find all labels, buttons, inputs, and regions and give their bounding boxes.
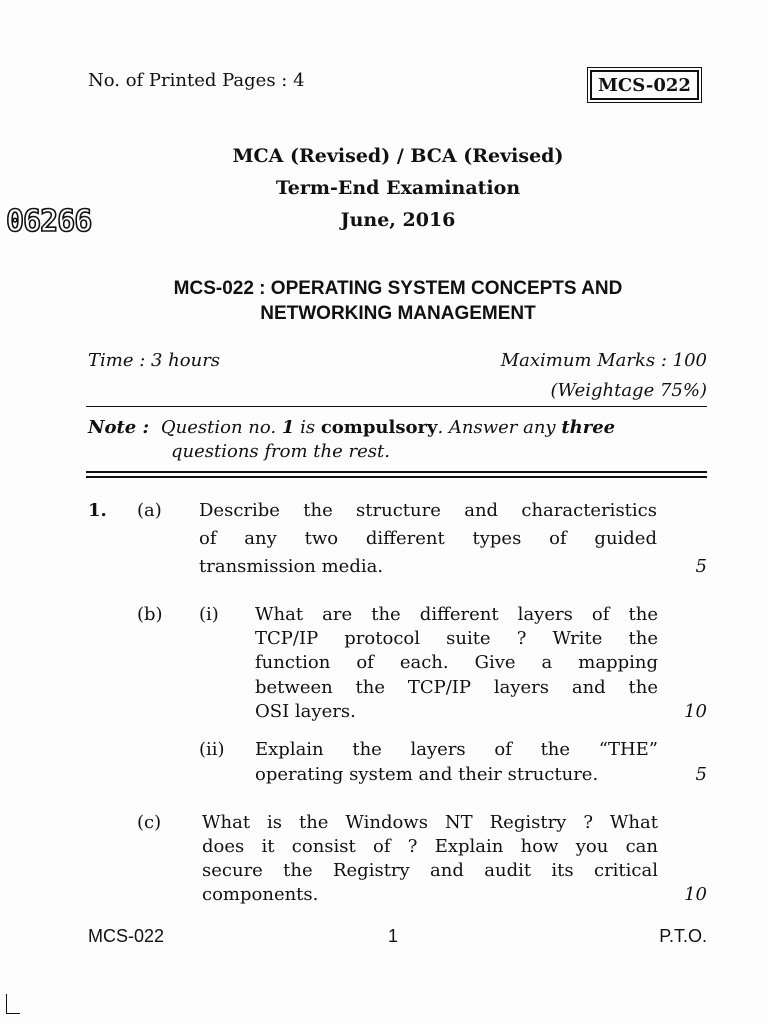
course-code-box: MCS-022 [590, 70, 699, 100]
part-b-ii-label: (ii) [199, 739, 225, 760]
part-a-line: Describe the structure and characteristics [199, 500, 657, 521]
divider-top [86, 406, 707, 407]
part-c-marks: 10 [684, 884, 707, 905]
part-c-line: components. [202, 884, 319, 905]
note-text: Question no. [160, 417, 277, 438]
part-c-label: (c) [137, 812, 162, 833]
note [88, 417, 708, 438]
part-b-i-line: TCP/IP protocol suite ? Write the [255, 628, 658, 649]
course-title-line1: MCS-022 : OPERATING SYSTEM CONCEPTS AND [173, 278, 623, 299]
footer-course-code: MCS-022 [88, 926, 165, 946]
part-a-marks: 5 [695, 556, 707, 577]
note-text: . Answer any [437, 417, 556, 438]
part-b-label: (b) [137, 604, 163, 625]
crop-mark-vertical [6, 994, 7, 1014]
weightage: (Weightage 75%) [550, 380, 707, 401]
program-title: MCA (Revised) / BCA (Revised) [232, 145, 564, 167]
exam-time: Time : 3 hours [88, 350, 221, 371]
note-line2: questions from the rest. [171, 441, 390, 462]
footer-pto: P.T.O. [659, 926, 707, 946]
part-c-line: secure the Registry and audit its critical [202, 860, 658, 881]
part-a-line: transmission media. [199, 556, 384, 577]
serial-stamp: 06266 [6, 204, 92, 239]
question-number: 1. [88, 500, 107, 521]
part-b-i-label: (i) [199, 604, 219, 625]
note-text: is [300, 417, 316, 438]
part-a-label: (a) [137, 500, 162, 521]
part-b-i-line: between the TCP/IP layers and the [255, 677, 658, 698]
part-b-i-line: OSI layers. [255, 701, 356, 722]
divider-double-1 [86, 471, 707, 473]
note-compulsory: compulsory [320, 417, 438, 438]
part-a-line: of any two different types of guided [199, 528, 657, 549]
part-c-line: does it consist of ? Explain how you can [202, 836, 658, 857]
exam-title: Term-End Examination [275, 177, 521, 199]
part-b-ii-line: Explain the layers of the “THE” [255, 739, 658, 760]
part-b-ii-marks: 5 [695, 764, 707, 785]
course-title-line2: NETWORKING MANAGEMENT [260, 303, 536, 324]
divider-double-2 [86, 476, 707, 478]
exam-date: June, 2016 [340, 209, 456, 231]
part-b-i-line: What are the different layers of the [255, 604, 658, 625]
part-b-i-marks: 10 [684, 701, 707, 722]
part-b-i-line: function of each. Give a mapping [255, 652, 658, 673]
note-label: Note : [88, 417, 150, 438]
note-question-number: 1 [281, 417, 295, 438]
part-b-ii-line: operating system and their structure. [255, 764, 599, 785]
part-c-line: What is the Windows NT Registry ? What [202, 812, 658, 833]
note-three: three [561, 417, 616, 438]
maximum-marks: Maximum Marks : 100 [500, 350, 707, 371]
printed-pages-count: No. of Printed Pages : 4 [88, 70, 305, 91]
footer-page-number: 1 [388, 926, 399, 946]
crop-mark-horizontal [6, 1013, 20, 1014]
